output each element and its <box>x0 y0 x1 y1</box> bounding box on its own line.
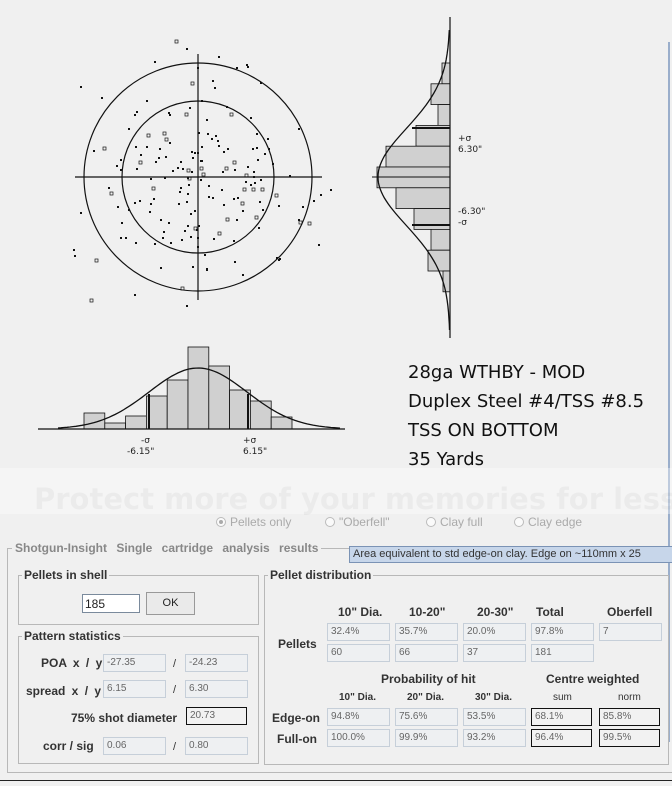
x-minus-value-label: -6.15" <box>127 447 155 457</box>
count-total[interactable]: 181 <box>531 644 594 662</box>
radio-selected-icon[interactable] <box>216 517 226 527</box>
x-minus-sigma-label: -σ <box>141 436 150 446</box>
full-30[interactable]: 93.2% <box>463 729 526 747</box>
prob-header-norm: norm <box>618 692 641 703</box>
radio-clay-full[interactable] <box>426 515 483 529</box>
edge-norm[interactable]: 85.8% <box>599 708 660 726</box>
count-10-20[interactable]: 66 <box>395 644 458 662</box>
annotation-line-4: 35 Yards <box>408 449 485 470</box>
annotation-line-2: Duplex Steel #4/TSS #8.5 <box>408 391 645 412</box>
full-norm[interactable]: 99.5% <box>599 729 660 747</box>
radio-icon[interactable] <box>514 517 524 527</box>
pct-total[interactable]: 97.8% <box>531 623 594 641</box>
radio-label: Clay full <box>440 515 483 529</box>
prob-header-sum: sum <box>553 692 572 703</box>
vertical-histogram <box>372 17 450 338</box>
radio-label: "Oberfell" <box>339 515 390 529</box>
shot75-label: 75% shot diameter <box>71 711 178 725</box>
x-plus-sigma-label: +σ <box>243 436 257 446</box>
pattern-statistics-legend: Pattern statistics <box>24 629 121 643</box>
y-minus-value-label: -6.30" <box>458 207 486 217</box>
sig-field[interactable]: 0.80 <box>185 737 248 755</box>
radio-oberfell[interactable] <box>325 515 390 529</box>
pellets-in-shell-legend: Pellets in shell <box>24 568 108 582</box>
header-10-20: 10-20" <box>409 605 446 619</box>
bottom-divider <box>0 780 672 781</box>
radio-clay-edge[interactable] <box>514 515 582 529</box>
pellet-distribution-legend: Pellet distribution <box>270 568 372 582</box>
annotation-line-3: TSS ON BOTTOM <box>408 420 559 441</box>
header-20-30: 20-30" <box>477 605 514 619</box>
corr-field[interactable]: 0.06 <box>103 737 166 755</box>
edge-sum[interactable]: 68.1% <box>531 708 592 726</box>
y-plus-sigma-label: +σ <box>458 134 472 144</box>
prob-header-30: 30" Dia. <box>475 692 512 703</box>
prob-header-10: 10" Dia. <box>339 692 376 703</box>
poa-label: POA x / y <box>41 656 103 670</box>
oberfell-value[interactable]: 7 <box>599 623 662 641</box>
radio-label: Clay edge <box>528 515 583 529</box>
radio-icon[interactable] <box>426 517 436 527</box>
annotation-text <box>408 358 644 474</box>
pct-10-dia[interactable]: 32.4% <box>327 623 390 641</box>
spread-y-field[interactable]: 6.30 <box>185 680 248 698</box>
edge-on-label: Edge-on <box>272 711 320 725</box>
tooltip: Area equivalent to std edge-on clay. Edge on ~110mm x 25 <box>349 546 672 563</box>
full-20[interactable]: 99.9% <box>395 729 458 747</box>
radio-pellets-only[interactable] <box>216 515 291 529</box>
pct-20-30[interactable]: 20.0% <box>463 623 526 641</box>
results-panel-title <box>12 541 321 555</box>
separator: / <box>173 684 177 696</box>
ok-button[interactable]: OK <box>146 592 195 615</box>
edge-20[interactable]: 75.6% <box>395 708 458 726</box>
y-plus-value-label: 6.30" <box>458 145 483 155</box>
count-20-30[interactable]: 37 <box>463 644 526 662</box>
pct-10-20[interactable]: 35.7% <box>395 623 458 641</box>
spread-label: spread x / y <box>26 684 102 698</box>
corr-sig-label: corr / sig <box>43 739 94 753</box>
full-sum[interactable]: 96.4% <box>531 729 592 747</box>
annotation-line-1: 28ga WTHBY - MOD <box>408 362 586 383</box>
header-oberfell: Oberfell <box>607 605 653 619</box>
header-total: Total <box>536 605 564 619</box>
full-on-label: Full-on <box>277 732 317 746</box>
header-10-dia: 10" Dia. <box>338 605 383 619</box>
centre-weighted-title: Centre weighted <box>546 672 640 686</box>
separator: / <box>173 658 177 670</box>
full-10[interactable]: 100.0% <box>327 729 390 747</box>
spread-x-field[interactable]: 6.15 <box>103 680 166 698</box>
target-plot <box>75 54 322 300</box>
x-plus-value-label: 6.15" <box>243 447 268 457</box>
pellet-hits <box>73 40 332 307</box>
pellets-count-input[interactable] <box>82 594 140 613</box>
results-title: Single cartridge analysis results <box>116 541 319 555</box>
radio-icon[interactable] <box>325 517 335 527</box>
poa-x-field[interactable]: -27.35 <box>103 654 166 672</box>
edge-30[interactable]: 53.5% <box>463 708 526 726</box>
probability-title: Probability of hit <box>381 672 476 686</box>
shot75-field[interactable]: 20.73 <box>186 707 247 725</box>
app-name: Shotgun-Insight <box>15 541 107 555</box>
separator: / <box>173 741 177 753</box>
count-10-dia[interactable]: 60 <box>327 644 390 662</box>
poa-y-field[interactable]: -24.23 <box>185 654 248 672</box>
radio-label: Pellets only <box>230 515 292 529</box>
horizontal-histogram <box>38 347 345 429</box>
prob-header-20: 20" Dia. <box>407 692 444 703</box>
edge-10[interactable]: 94.8% <box>327 708 390 726</box>
pellets-row-label: Pellets <box>278 637 317 651</box>
watermark-text <box>34 482 672 516</box>
y-minus-sigma-label: -σ <box>458 218 467 228</box>
